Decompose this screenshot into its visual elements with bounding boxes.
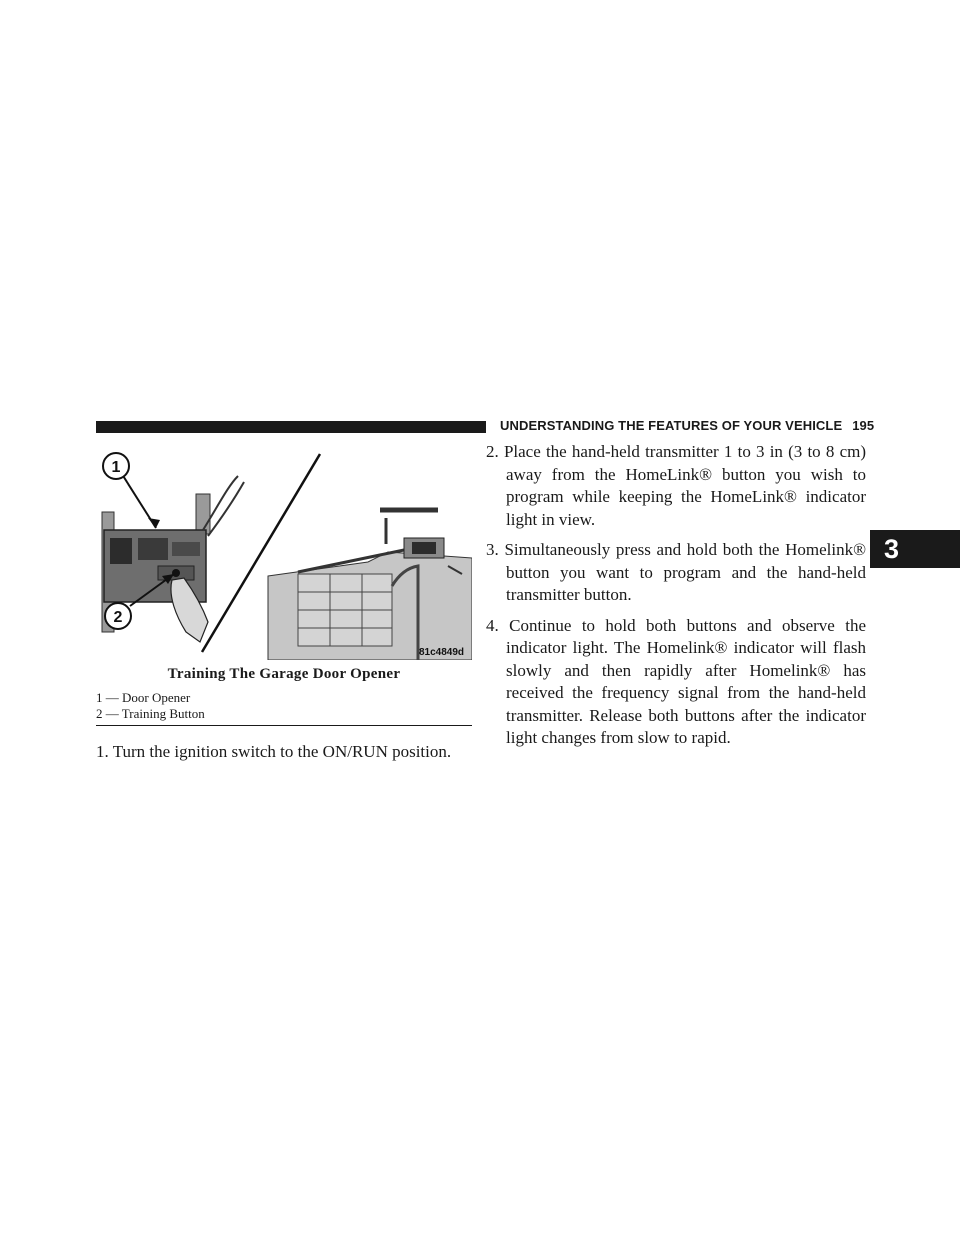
legend-item-training-button: 2 — Training Button [96, 706, 205, 721]
step-1: 1. Turn the ignition switch to the ON/RUN position. [96, 742, 452, 761]
header-title: UNDERSTANDING THE FEATURES OF YOUR VEHICLE [500, 418, 843, 433]
callout-1: 1 [111, 459, 121, 476]
running-header [500, 418, 874, 433]
header-rule [96, 421, 486, 433]
step-3: 3. Simultaneously press and hold both the Homelink® button you want to program and the hand-held transmitter button. [486, 540, 866, 604]
step-4: 4. Continue to hold both buttons and observe the indicator light. The Homelink® indicator will flash slowly and then rapidly after Homelink® has received the frequency signal from the hand-held transmitter. Release both buttons after the indicator light changes from slow to rapid. [486, 615, 866, 747]
legend-item-door-opener: 1 — Door Opener [96, 690, 191, 705]
step-2: 2. Place the hand-held transmitter 1 to 3 in (3 to 8 cm) away from the HomeLink® button you wish to program while keeping the HomeLink® indicator light in view. [486, 442, 866, 529]
callout-2: 2 [113, 609, 123, 626]
chapter-tab: 3 [870, 530, 960, 568]
garage-door-drawing [268, 510, 472, 660]
steps-list [486, 441, 866, 758]
figure-legend [96, 690, 472, 722]
legend-rule [96, 725, 472, 726]
figure-caption: Training The Garage Door Opener [167, 666, 401, 682]
garage-door-opener-illustration [98, 446, 472, 660]
page-number: 195 [852, 418, 875, 433]
image-code: 81c4849d [418, 647, 464, 658]
